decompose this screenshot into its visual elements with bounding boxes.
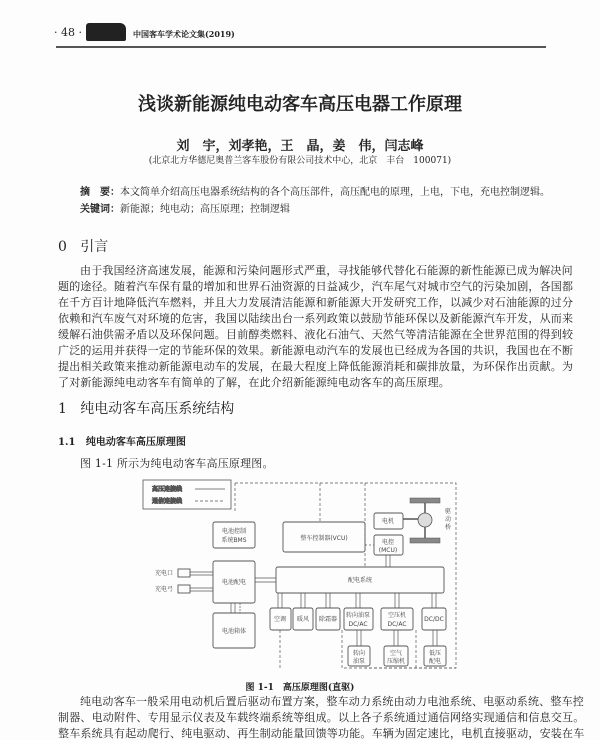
heater-label: 暖风: [296, 616, 310, 623]
abstract-text: 本文简单介绍高压电器系统结构的各个高压部件，高压配电的原理，上电，下电，充电控制逻辑。: [120, 187, 550, 198]
drive-axle-icon: [403, 498, 440, 543]
section-title: 纯电动客车高压原理图: [85, 437, 186, 448]
steer-pump-label-2: 油泵: [352, 658, 366, 665]
hv-schematic-diagram: [140, 476, 470, 676]
keywords-text: 新能源；纯电动；高压原理；控制逻辑: [120, 204, 290, 215]
section-1-heading: [58, 398, 234, 418]
battery-box-label: 电池箱体: [221, 628, 247, 635]
header-rule: [56, 46, 546, 48]
bms-label-2: 系统BMS: [221, 537, 247, 544]
abstract-label: 摘 要：: [80, 187, 120, 198]
legend-comm-label: 通信连接线: [152, 498, 183, 505]
page-number: · 48 ·: [54, 26, 82, 39]
vcu-label: 整车控制器(VCU): [300, 535, 348, 542]
journal-name: 中国客车学术论文集(2019): [133, 29, 235, 39]
charge-port-label: 充电口: [154, 570, 174, 577]
intro-line: 依赖和汽车废气对环境的危害，我国以陆续出台一系列政策以鼓励节能环保以及新能源汽车开发，从而来: [58, 312, 574, 325]
authors: 刘 宇，刘孝艳，王 晶，姜 伟，闫志峰: [176, 139, 424, 154]
body-line: 制器、电动附件、专用显示仪表及车载终端系统等组成。以上各子系统通过通信网络实现通信和信息交互。: [58, 711, 585, 724]
section-title: 引言: [80, 239, 109, 255]
steer-dcac-label-2: DC/AC: [348, 621, 368, 628]
axle-label-1: 驱: [444, 508, 452, 515]
keywords-label: 关键词：: [80, 204, 120, 215]
charge-bow-label: 充电弓: [154, 586, 174, 593]
intro-line: 题的途径。随着汽车保有量的增加和世界石油资源的日益减少，汽车尾气对城市空气的污染加剧，各国都: [58, 280, 574, 293]
comm-bus-line: [235, 483, 456, 668]
dcdc-label: DC/DC: [424, 616, 444, 623]
intro-line: 提出相关政策来推动新能源电动车的发展，在最大程度上降低能源消耗和碳排放量，为环保作出贡献。为: [58, 360, 574, 373]
section-number: 1.1: [58, 437, 76, 448]
axle-label-3: 桥: [444, 524, 452, 531]
body-line: 纯电动客车一般采用电动机后置后驱动布置方案，整车动力系统由动力电池系统、电驱动系统、整车控: [80, 695, 584, 708]
bms-label-1: 电池控制: [221, 528, 247, 535]
pdu-label: 配电系统: [347, 577, 373, 584]
axle-label-2: 动: [444, 516, 452, 523]
intro-line: 由于我国经济高速发展，能源和污染问题形式严重，寻找能够代替化石能源的新性能源已成为解决问: [80, 264, 573, 277]
motor-label: 电机: [381, 518, 395, 525]
mcu-label-2: (MCU): [378, 547, 398, 554]
affiliation: (北京北方华德尼奥普兰客车股份有限公司技术中心，北京 丰台 100071): [148, 156, 452, 166]
intro-line: 缓解石油供需矛盾以及环保问题。目前醇类燃料、液化石油气、天然气等清洁能源在全世界范围的得到较: [58, 328, 574, 341]
paper-title: 浅谈新能源纯电动客车高压电器工作原理: [138, 94, 462, 115]
lv-pdu-label-2: 配电: [428, 658, 442, 665]
intro-line: 广泛的运用并获得一定的节能环保的效果。新能源电动汽车的发展也已经成为各国的共识，我国也在不断: [58, 344, 574, 357]
air-compressor-label-1: 空气: [389, 650, 403, 657]
charge-port-box: [178, 569, 190, 577]
bus-logo-icon: [86, 23, 126, 41]
figure-intro: 图 1-1 所示为纯电动客车高压原理图。: [80, 457, 274, 470]
mcu-label-1: 电控: [381, 539, 395, 546]
keywords: [80, 200, 290, 215]
section-number: 0: [58, 239, 67, 255]
bms-box: [213, 522, 255, 548]
abstract: [80, 183, 550, 198]
section-1-1-heading: [58, 433, 186, 448]
intro-line: 了对新能源纯电动客车有简单的了解，在此介绍新能源纯电动客车的高压原理。: [58, 376, 450, 389]
charge-bow-box: [178, 585, 190, 593]
steer-dcac-label-1: 转向油泵: [345, 612, 371, 619]
legend-hv-label: 高压连接线: [152, 486, 183, 493]
air-compressor-label-2: 压缩机: [386, 658, 406, 665]
lv-pdu-label-1: 低压: [428, 650, 442, 657]
air-dcac-label-1: 空压机: [387, 612, 407, 619]
air-dcac-label-2: DC/AC: [387, 621, 407, 628]
intro-line: 在千方百计地降低汽车燃料，并且大力发展清洁能源和新能源大开发研究工作，以减少对石油能源的过分: [58, 296, 574, 309]
defroster-label: 除霜器: [318, 616, 338, 623]
body-line: 整车系统具有起动爬行、纯电驱动、再生制动能量回馈等功能。车辆为固定速比，电机直接驱动，安装在车: [58, 727, 585, 740]
ac-label: 空调: [273, 616, 287, 623]
figure-caption: 图 1-1 高压原理图(直驱): [245, 683, 355, 693]
battery-pdu-label: 电池配电: [221, 579, 247, 586]
steer-pump-label-1: 转向: [352, 650, 366, 657]
section-0-heading: [58, 236, 108, 256]
section-number: 1: [58, 401, 67, 417]
section-title: 纯电动客车高压系统结构: [80, 401, 235, 417]
